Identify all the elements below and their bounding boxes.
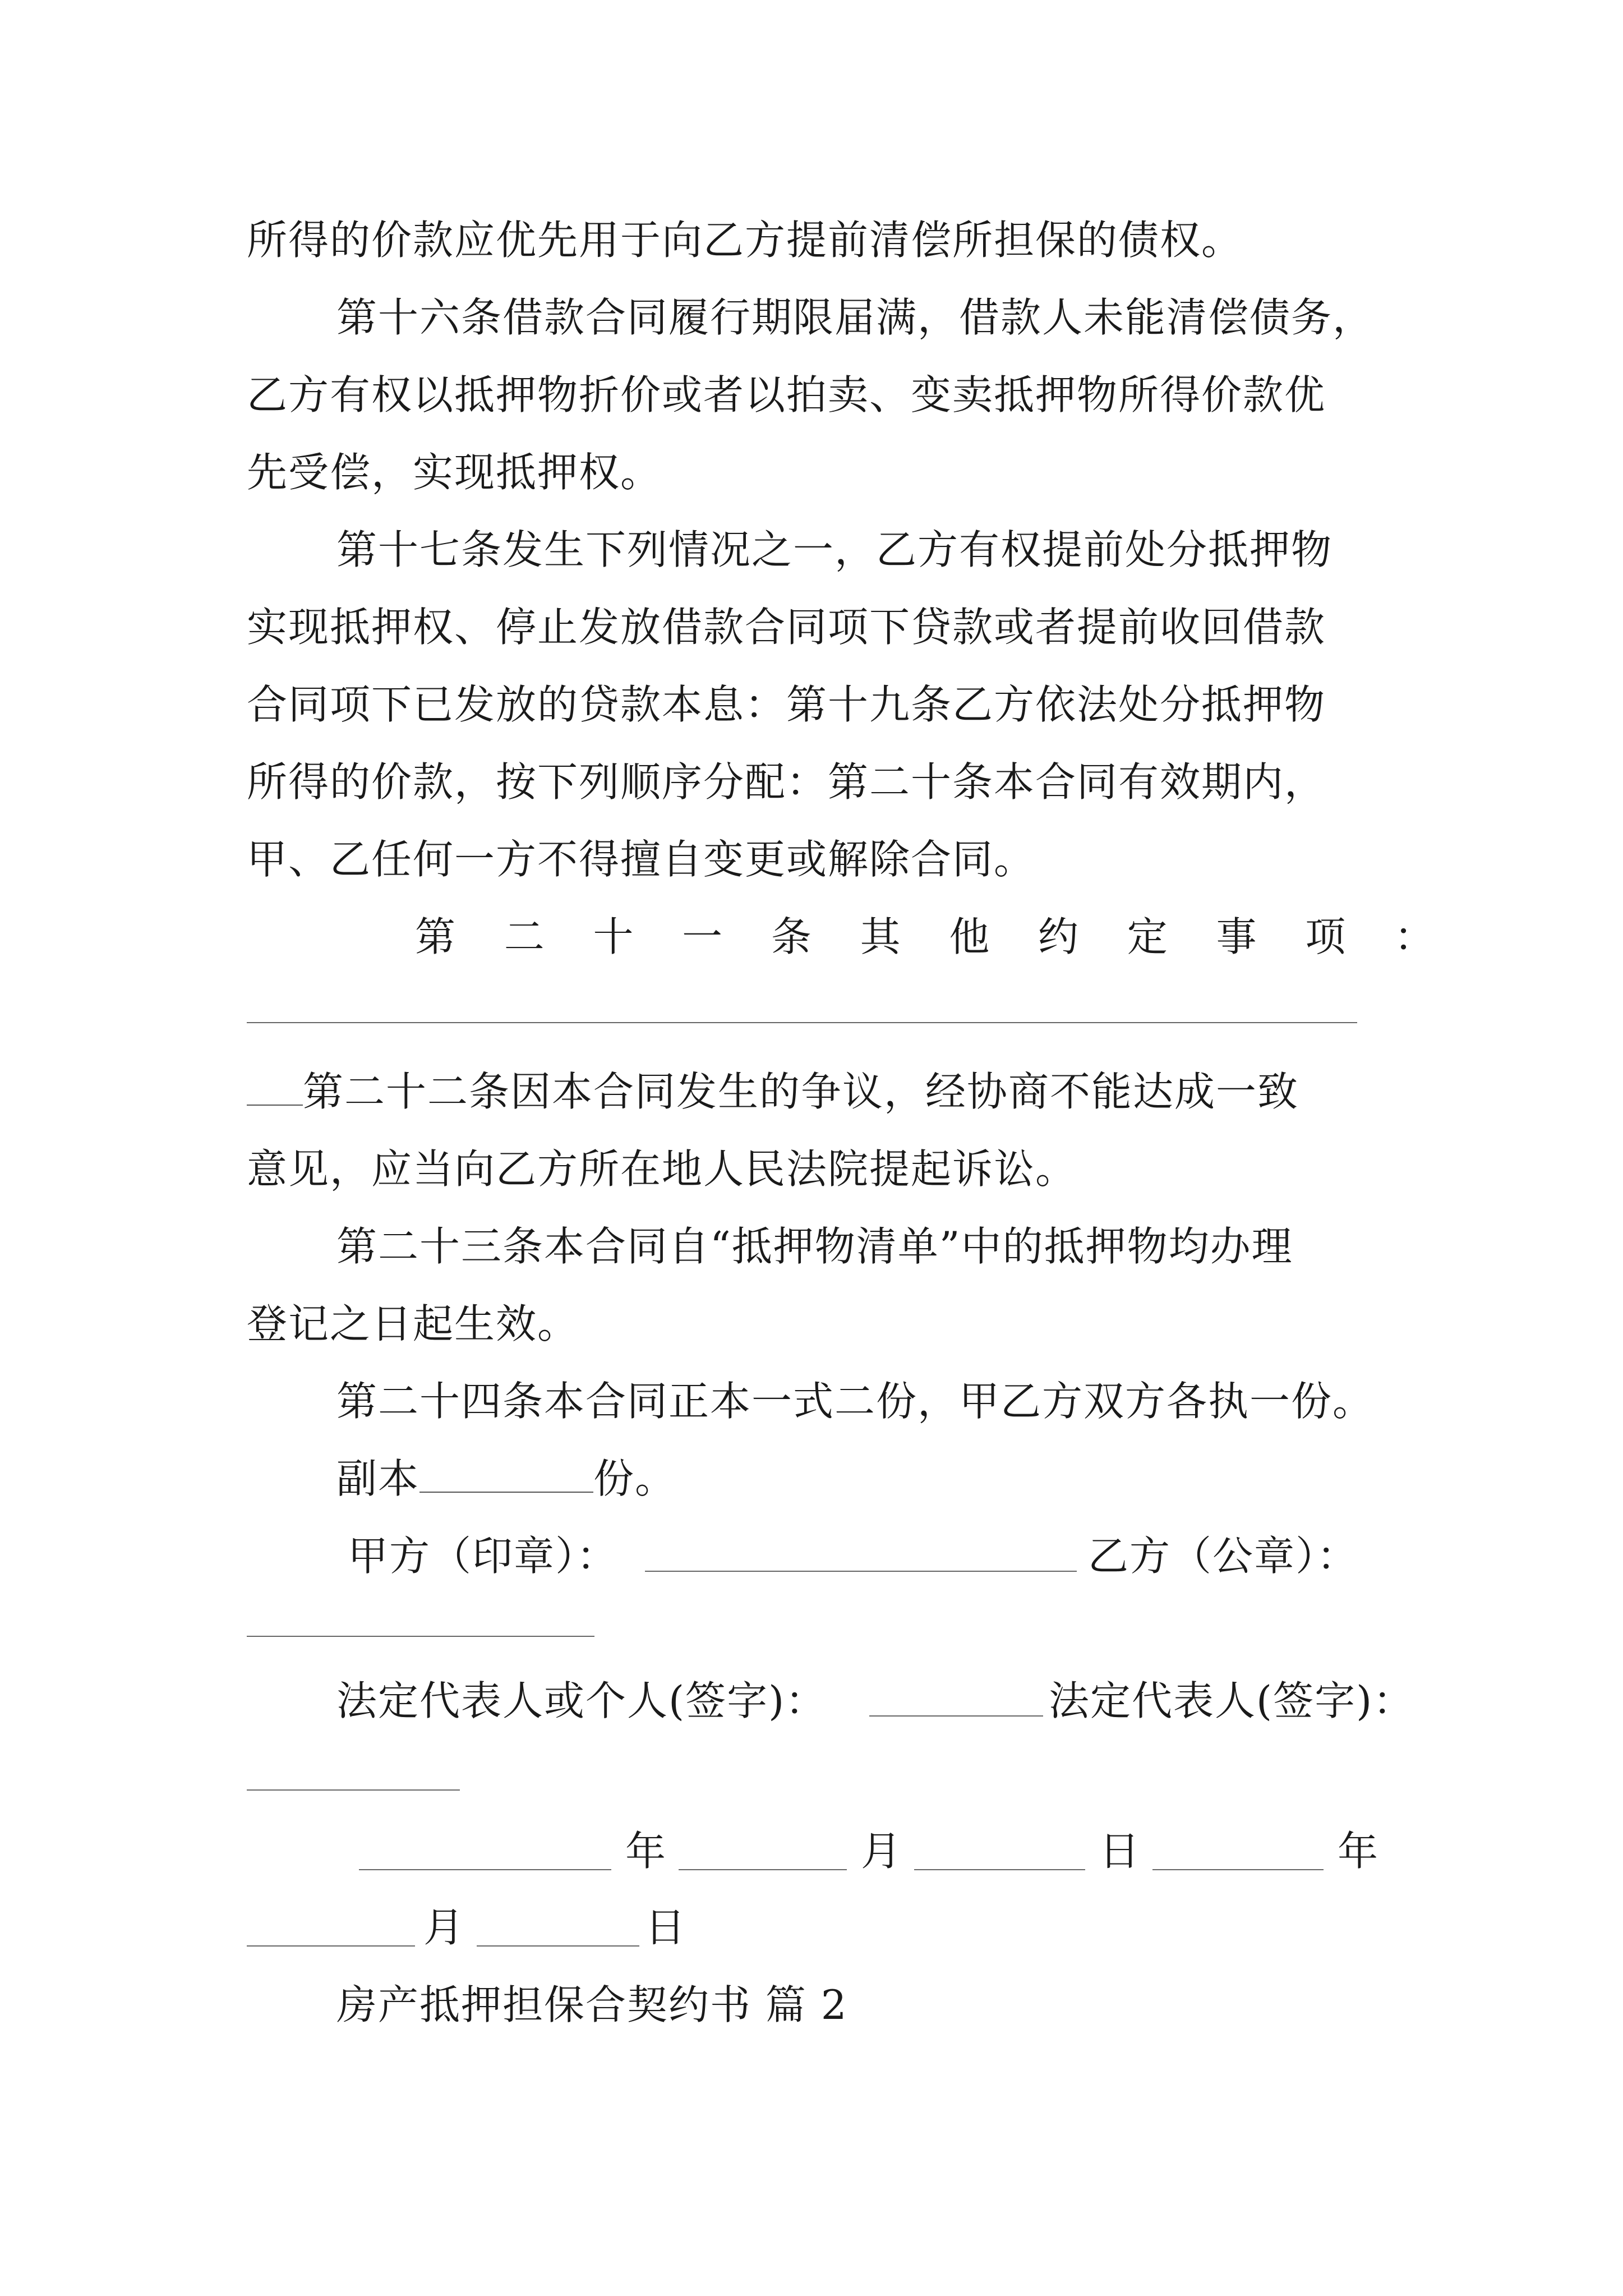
heading-char: 其 (860, 913, 902, 960)
party-b-seal-blank (247, 1636, 594, 1637)
date-a-month-blank (679, 1869, 847, 1870)
party-b-rep-label: 法定代表人(签字)： (1049, 1677, 1415, 1724)
party-a-seal-blank (645, 1571, 1077, 1572)
article-17-line: 实现抵押权、停止发放借款合同项下贷款或者提前收回借款 (247, 604, 1326, 651)
party-a-rep-label: 法定代表人或个人(签字)： (336, 1677, 827, 1724)
party-b-rep-blank (247, 1789, 460, 1791)
blank-underline (247, 1072, 303, 1106)
date-b-year-blank (1152, 1869, 1324, 1870)
heading-char: 约 (1038, 913, 1080, 960)
article-22-line: 意见，应当向乙方所在地人民法院提起诉讼。 (247, 1145, 1077, 1193)
paragraph-line: 所得的价款应优先用于向乙方提前清偿所担保的债权。 (247, 217, 1243, 264)
copies-blank (419, 1459, 593, 1493)
date-a-year-label: 年 (625, 1828, 667, 1875)
heading-char: 条 (771, 913, 813, 960)
heading-char: 他 (949, 913, 991, 960)
article-22-line (247, 1068, 1299, 1115)
article-16-line: 第十六条借款合同履行期限届满，借款人未能清偿债务， (336, 294, 1375, 341)
article-16-line: 乙方有权以抵押物折价或者以拍卖、变卖抵押物所得价款优 (247, 371, 1326, 418)
party-a-rep-blank (869, 1715, 1043, 1717)
date-b-year-label: 年 (1338, 1828, 1380, 1875)
article-22-text: 第二十二条因本合同发生的争议，经协商不能达成一致 (303, 1068, 1299, 1115)
date-b-month-blank (247, 1945, 415, 1947)
article-17-line: 甲、乙任何一方不得擅自变更或解除合同。 (247, 836, 1036, 883)
party-b-seal-label: 乙方（公章）： (1088, 1533, 1359, 1580)
heading-char: 定 (1127, 913, 1169, 960)
article-24-line: 第二十四条本合同正本一式二份，甲乙方双方各执一份。 (336, 1378, 1375, 1425)
heading-char: 二 (504, 913, 546, 960)
heading-char: 事 (1216, 913, 1258, 960)
date-b-month-label: 月 (423, 1904, 465, 1951)
party-a-seal-label: 甲方（印章）： (348, 1533, 619, 1580)
article-17-line: 第十七条发生下列情况之一，乙方有权提前处分抵押物 (336, 526, 1333, 573)
article-23-line: 登记之日起生效。 (247, 1300, 579, 1347)
heading-char: 第 (415, 913, 457, 960)
date-b-day-blank (477, 1945, 639, 1947)
heading-char: 十 (593, 913, 635, 960)
heading-char: 一 (682, 913, 724, 960)
copies-line (336, 1455, 677, 1502)
article-16-line: 先受偿，实现抵押权。 (247, 449, 662, 496)
date-b-day-label: 日 (645, 1904, 687, 1951)
blank-line (247, 1022, 1357, 1023)
date-a-month-label: 月 (861, 1828, 903, 1875)
heading-char: 项 (1305, 913, 1347, 960)
date-a-year-blank (359, 1869, 611, 1870)
date-a-day-blank (914, 1869, 1085, 1870)
copies-label: 副本 (336, 1455, 420, 1502)
article-17-line: 所得的价款，按下列顺序分配：第二十条本合同有效期内， (247, 758, 1326, 806)
next-section-title: 房产抵押担保合契约书 篇 2 (336, 1981, 848, 2028)
article-17-line: 合同项下已发放的贷款本息：第十九条乙方依法处分抵押物 (247, 681, 1326, 728)
heading-char: ： (1394, 913, 1436, 960)
copies-suffix: 份。 (593, 1455, 677, 1502)
article-21-heading (415, 913, 1436, 960)
date-a-day-label: 日 (1099, 1828, 1141, 1875)
article-23-line: 第二十三条本合同自“抵押物清单”中的抵押物均办理 (336, 1223, 1293, 1270)
